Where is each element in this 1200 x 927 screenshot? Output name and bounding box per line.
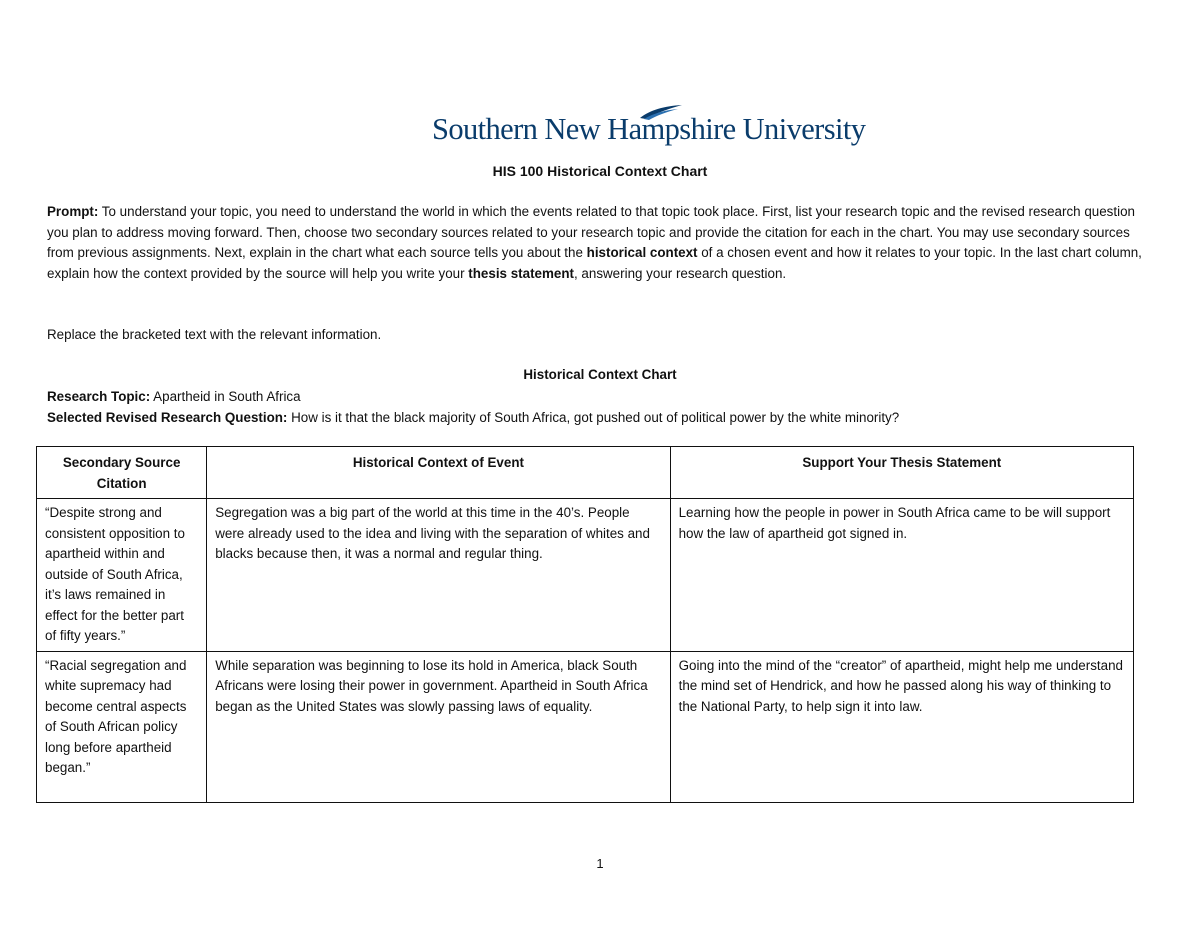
logo-wordmark: Southern New Hampshire University bbox=[432, 112, 866, 146]
table-row bbox=[37, 499, 1134, 652]
prompt-paragraph bbox=[47, 202, 1157, 284]
table-cell-context: Segregation was a big part of the world at this time in the 40’s. People were already used to the idea and living with the separation of whites and blacks because then, it was a normal and regular thing. bbox=[207, 499, 670, 652]
research-info bbox=[47, 387, 1167, 428]
chart-title: Historical Context Chart bbox=[523, 367, 677, 382]
prompt-bold-historical-context: historical context bbox=[586, 245, 698, 261]
prompt-text-3: , answering your research question. bbox=[573, 265, 787, 281]
document-title: HIS 100 Historical Context Chart bbox=[492, 163, 708, 179]
table-cell-context: While separation was beginning to lose its hold in America, black South Africans were losing their power in government. Apartheid in South Africa began as the United States was slowly passing laws of equality. bbox=[207, 651, 670, 802]
table-cell-citation: “Racial segregation and white supremacy had become central aspects of South African policy long before apartheid began.” bbox=[37, 651, 207, 802]
table-cell-support: Going into the mind of the “creator” of apartheid, might help me understand the mind set of Hendrick, and how he passed along his way of thinking to the National Party, to help sign it into law. bbox=[670, 651, 1133, 802]
table-header-row bbox=[37, 447, 1134, 499]
research-topic-label: Research Topic: bbox=[47, 389, 151, 404]
instruction-text: Replace the bracketed text with the relevant information. bbox=[47, 327, 382, 342]
header-historical-context: Historical Context of Event bbox=[207, 447, 670, 499]
header-secondary-source-citation: Secondary Source Citation bbox=[37, 447, 207, 499]
prompt-bold-thesis-statement: thesis statement bbox=[468, 265, 574, 281]
table-cell-support: Learning how the people in power in South Africa came to be will support how the law of apartheid got signed in. bbox=[670, 499, 1133, 652]
page-number: 1 bbox=[596, 856, 604, 871]
prompt-text-1: To understand your topic, you need to understand the world in which the events related to that topic took place. First, list your research topic and the revised research question you plan to address moving forward. Then, choose two secondary sources related to your research topic and provide the citation for each in the chart. You may use secondary sources from previous assignments. Next, explain in the chart what each source tells you about the bbox=[47, 204, 1135, 261]
prompt-text-2: of a chosen event and how it relates to your topic. In the last chart column, explain how the context provided by the source will help you write your bbox=[47, 245, 1142, 281]
header-support-thesis: Support Your Thesis Statement bbox=[670, 447, 1133, 499]
university-logo bbox=[432, 104, 866, 154]
research-topic-value: Apartheid in South Africa bbox=[150, 389, 301, 404]
table-row bbox=[37, 651, 1134, 802]
historical-context-table bbox=[36, 446, 1134, 803]
research-question-label: Selected Revised Research Question: bbox=[47, 409, 288, 425]
research-topic-line bbox=[47, 387, 1167, 408]
table-cell-citation: “Despite strong and consistent opposition to apartheid within and outside of South Africa, it’s laws remained in effect for the better part of fifty years.” bbox=[37, 499, 207, 652]
research-question-line bbox=[47, 408, 1167, 429]
prompt-label: Prompt: bbox=[47, 204, 99, 219]
research-question-value: How is it that the black majority of South Africa, got pushed out of political power by the white minority? bbox=[287, 409, 900, 425]
